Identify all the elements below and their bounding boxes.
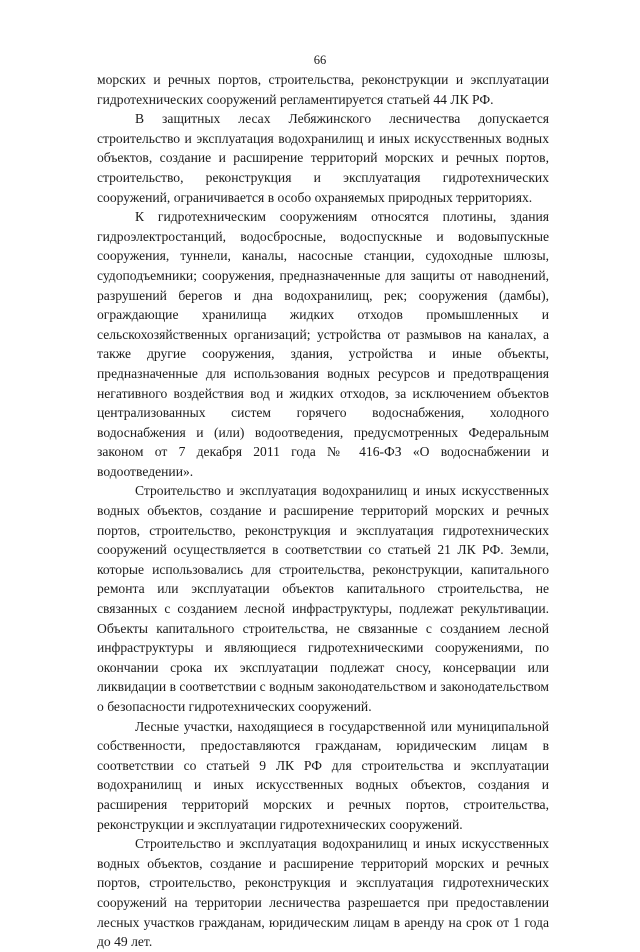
document-body (97, 70, 549, 952)
page-number: 66 (313, 53, 327, 67)
paragraph-construction-and-reclamation: Строительство и эксплуатация водохранилищ и иных искусственных водных объектов, создание и расширение территорий морских и речных портов, строительство, реконструкция и эксплуатация гидротехнических сооружений осуществляется в соответствии со статьей 21 ЛК РФ. Земли, которые использовались для строительства, реконструкции, капитального ремонта или эксплуатации объектов капитального строительства, не связанных с созданием лесной инфраструктуры, подлежат рекультивации. Объекты капитального строительства, не связанные с созданием лесной инфраструктуры и являющиеся гидротехническими сооружениями, по окончании срока их эксплуатации подлежат сносу, консервации или ликвидации в соответствии с водным законодательством и законодательством о безопасности гидротехнических сооружений. (97, 483, 549, 714)
paragraph-lease-terms: Строительство и эксплуатация водохранилищ и иных искусственных водных объектов, создание и расширение территорий морских и речных портов, строительство, реконструкция и эксплуатация гидротехнических сооружений на территории лесничества разрешается при предоставлении лесных участков гражданам, юридическим лицам в аренду на срок от 1 года до 49 лет. (97, 836, 549, 950)
paragraph-forest-plots-provision: Лесные участки, находящиеся в государственной или муниципальной собственности, предоставляются гражданам, юридическим лицам в соответствии со статьей 9 ЛК РФ для строительства и эксплуатации водохранилищ и иных искусственных водных объектов, создания и расширения территорий морских и речных портов, строительства, реконструкции и эксплуатации гидротехнических сооружений. (97, 718, 549, 832)
paragraph-hydraulic-structures-definition: К гидротехническим сооружениям относятся плотины, здания гидроэлектростанций, водосбросные, водоспускные и водовыпускные сооружения, туннели, каналы, насосные станции, судоходные шлюзы, судоподъемники; сооружения, предназначенные для защиты от наводнений, разрушений берегов и дна водохранилищ, рек; сооружения (дамбы), ограждающие хранилища жидких отходов промышленных и сельскохозяйственных организаций; устройства от размывов на каналах, а также другие сооружения, здания, устройства и иные объекты, предназначенные для использования водных ресурсов и предотвращения негативного воздействия вод и жидких отходов, за исключением объектов централизованных систем горячего водоснабжения, холодного водоснабжения и (или) водоотведения, предусмотренных Федеральным законом от 7 декабря 2011 года № 416-ФЗ «О водоснабжении и водоотведении». (97, 209, 549, 479)
paragraph-continuation: морских и речных портов, строительства, реконструкции и эксплуатации гидротехнических сооружений регламентируется статьей 44 ЛК РФ. (97, 72, 549, 107)
paragraph-protective-forests: В защитных лесах Лебяжинского лесничества допускается строительство и эксплуатация водохранилищ и иных искусственных водных объектов, создание и расширение территорий морских и речных портов, строительство, реконструкция и эксплуатация гидротехнических сооружений, ограничивается в особо охраняемых природных территориях. (97, 111, 549, 205)
